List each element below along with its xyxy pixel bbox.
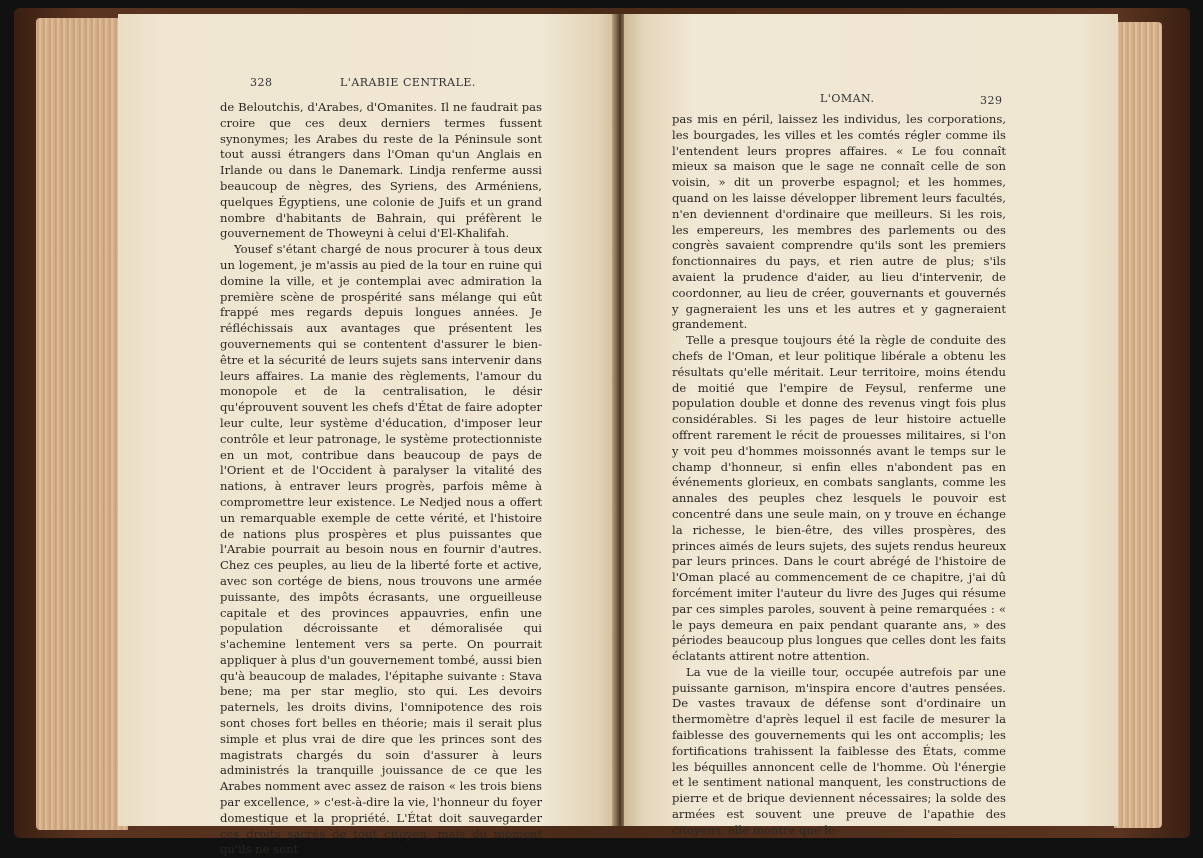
page-edges-left — [36, 18, 128, 830]
right-page — [624, 14, 1118, 837]
right-paragraph-3: La vue de la vieille tour, occupée autrefois par une puissante garnison, m'inspira encore d'autres pensées. De vastes travaux de défense sont d'ordinaire un thermomètre d'après lequel il est facile de mesurer la faiblesse des gouvernements qui les ont accomplis; les fortifications trahissent la faiblesse des États, comme les béquilles annoncent celle de l'homme. Où l'énergie et le sentiment national manquent, les constructions de pierre et de brique deviennent nécessaires; la solde des armées est souvent une preuve de l'apathie des citoyens, elle montre que le — [672, 664, 1006, 837]
left-page-number: 328 — [250, 76, 273, 89]
right-page-number: 329 — [980, 94, 1003, 107]
left-running-title: L'ARABIE CENTRALE. — [340, 76, 476, 89]
right-paragraph-2: Telle a presque toujours été la règle de conduite des chefs de l'Oman, et leur politique libérale a obtenu les résultats qu'elle méritait. Leur territoire, moins étendu de moitié que l'empire de Feysul, renferme une population double et donne des revenus vingt fois plus considérables. Si les pages de leur histoire actuelle offrent rarement le récit de prouesses militaires, si l'on y voit peu d'hommes moissonnés avant le temps sur le champ d'honneur, si enfin elles n'abondent pas en événements glorieux, en combats sanglants, comme les annales des peuples chez lesquels le pouvoir est concentré dans une seule main, on y trouve en échange la richesse, le bien-être, des villes prospères, des princes aimés de leurs sujets, des sujets rendus heureux par leurs princes. Dans le court abrégé de l'histoire de l'Oman placé au commencement de ce chapitre, j'ai dû forcément imiter l'auteur du livre des Juges qui résume par ces simples paroles, souvent à peine remarquées : « le pays demeura en paix pendant quarante ans, » des périodes beaucoup plus longues que celles dont les faits éclatants attirent notre attention. — [672, 333, 1006, 664]
left-paragraph-2: Yousef s'étant chargé de nous procurer à tous deux un logement, je m'assis au pied de la tour en ruine qui domine la ville, et je contemplai avec admiration la première scène de prospérité sans mélange qui eût frappé mes regards depuis longues années. Je réfléchissais aux avantages que présentent les gouvernements qui se contentent d'assurer le bien-être et la sécurité de leurs sujets sans intervenir dans leurs affaires. La manie des règlements, l'amour du monopole et de la centralisation, le désir qu'éprouvent souvent les chefs d'État de faire adopter leur culte, leur système d'éducation, d'imposer leur contrôle et leur patronage, le système protectionniste en un mot, contribue dans beaucoup de pays de l'Orient et de l'Occident à paralyser la vitalité des nations, à entraver leurs progrès, parfois même à compromettre leur existence. Le Nedjed nous a offert un remarquable exemple de cette vérité, et l'histoire de nations plus prospères et plus puissantes que l'Arabie pourrait au besoin nous en fournir d'autres. Chez ces peuples, au lieu de la liberté forte et active, avec son cortége de biens, nous trouvons une armée puissante, des impôts écrasants, une orgueilleuse capitale et des provinces appauvries, enfin une population décroissante et démoralisée qui s'achemine lentement vers sa perte. On pourrait appliquer à plus d'un gouvernement tombé, aussi bien qu'à beaucoup de malades, l'épitaphe suivante : Stava bene; ma per star meglio, sto qui. Les devoirs paternels, les droits divins, l'omnipotence des rois sont choses fort belles en théorie; mais il serait plus simple et plus vrai de dire que les princes sont des magistrats chargés du soin d'assurer à leurs administrés la tranquille jouissance de ce que les Arabes nomment avec assez de raison « les trois biens par excellence, » c'est-à-dire la vie, l'honneur du foyer domestique et la propriété. L'État doit sauvegarder ces droits sacrés de tout citoyen; mais du moment qu'ils ne sont — [220, 242, 542, 857]
right-paragraph-1: pas mis en péril, laissez les individus, les corporations, les bourgades, les villes et les comtés régler comme ils l'entendent leurs propres affaires. « Le fou connaît mieux sa maison que le sage ne connaît celle de son voisin, » dit un proverbe espagnol; et les hommes, quand on les laisse développer librement leurs facultés, n'en deviennent d'ordinaire que meilleurs. Si les rois, les empereurs, les membres des parlements ou des congrès savaient comprendre qu'ils sont les premiers fonctionnaires du pays, et rien autre de plus; s'ils avaient la prudence d'aider, au lieu d'intervenir, de coordonner, au lieu de créer, gouvernants et gouvernés y gagneraient les uns et les autres et y gagneraient grandement. — [672, 112, 1006, 332]
left-text-block — [220, 100, 542, 858]
page-edges-right — [1114, 22, 1162, 828]
right-running-title: L'OMAN. — [820, 92, 875, 105]
left-page — [118, 14, 618, 857]
left-paragraph-1: de Beloutchis, d'Arabes, d'Omanites. Il ne faudrait pas croire que ces deux derniers termes fussent synonymes; les Arabes du reste de la Péninsule sont tout aussi étrangers dans l'Oman qu'un Anglais en Irlande ou dans le Danemark. Lindja renferme aussi beaucoup de nègres, des Syriens, des Arméniens, quelques Égyptiens, une colonie de Juifs et un grand nombre d'habitants de Bahrain, qui préfèrent le gouvernement de Thoweyni à celui d'El-Khalifah. — [220, 100, 542, 241]
right-text-block — [672, 112, 1006, 839]
